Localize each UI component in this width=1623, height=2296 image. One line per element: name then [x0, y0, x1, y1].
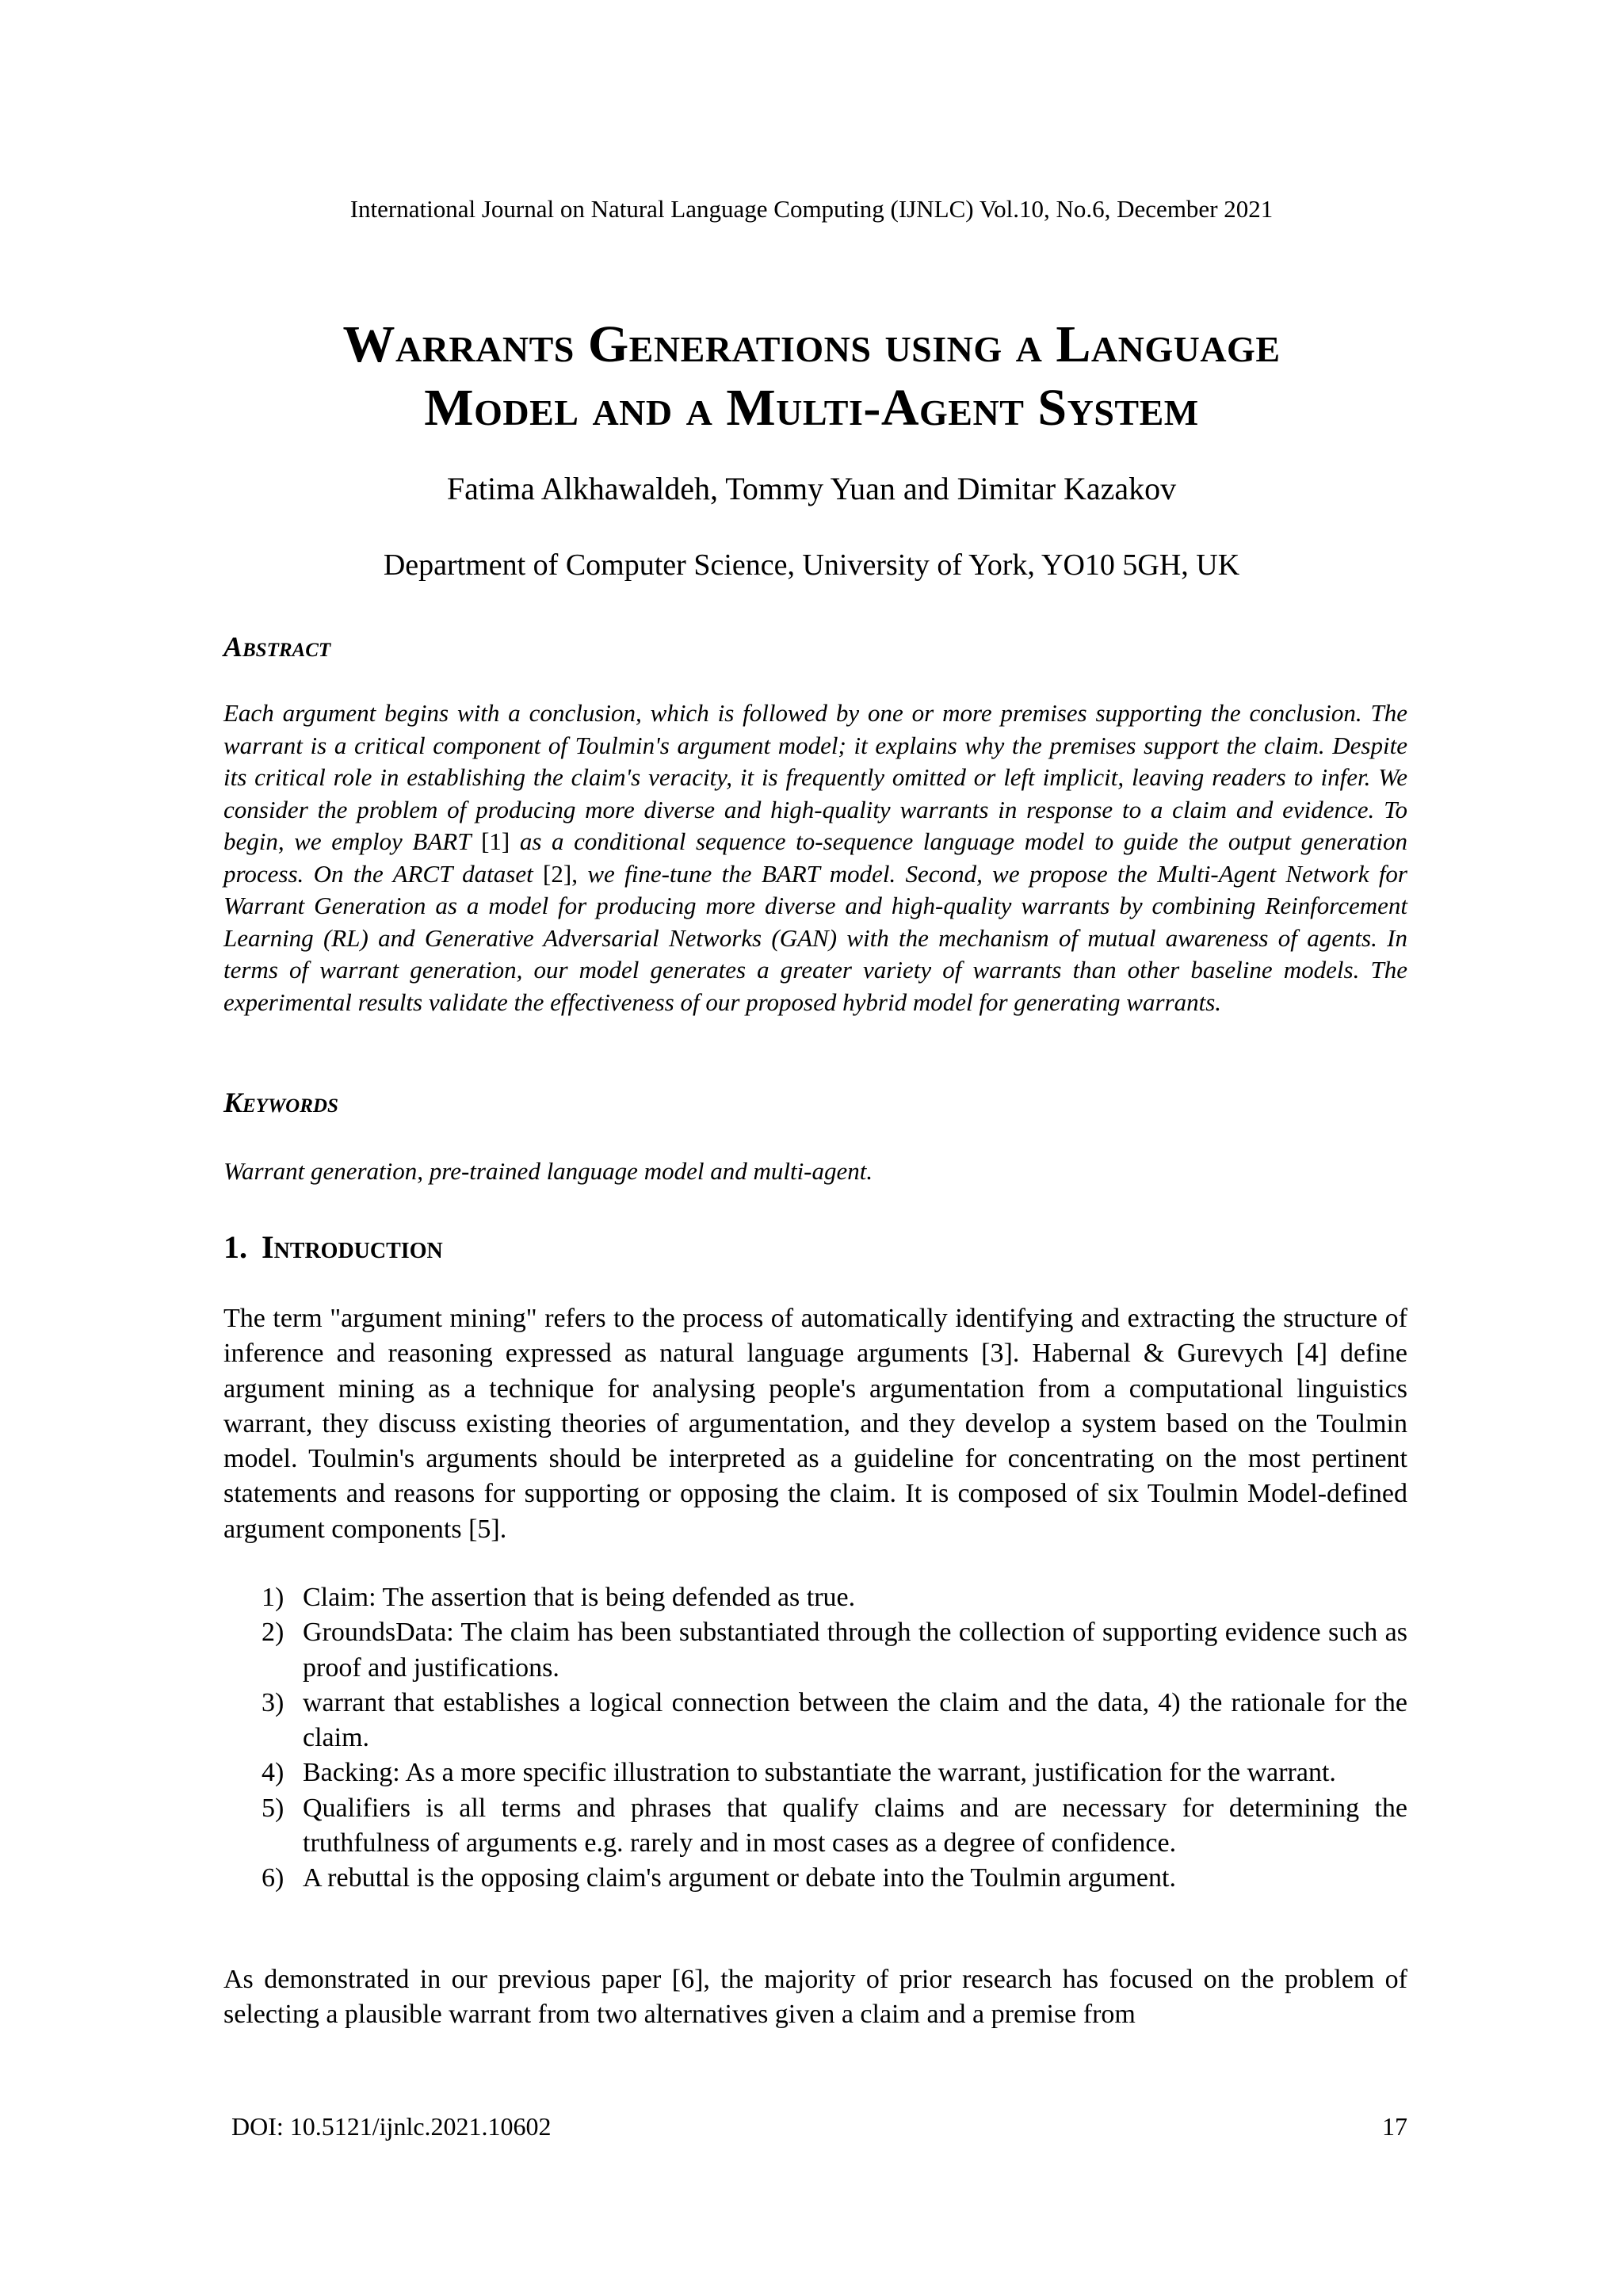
- footer-doi: DOI: 10.5121/ijnlc.2021.10602: [231, 2112, 552, 2141]
- affiliation: Department of Computer Science, University of York, YO10 5GH, UK: [383, 548, 1240, 582]
- list-item: [223, 1580, 1407, 1615]
- page-number: 17: [1382, 2112, 1407, 2141]
- introduction-paragraph-2: As demonstrated in our previous paper [6], the majority of prior research has focused on the problem of selecting a plausible warrant from two alternatives given a claim and a premise from: [223, 1965, 1407, 2030]
- list-marker: 3): [262, 1687, 285, 1717]
- list-item: [223, 1791, 1407, 1862]
- abstract-text-part-1: Each argument begins with a conclusion, which is followed by one or more premises supporting the conclusion. The warrant is a critical component of Toulmin's argument model; it explains why the premises support the claim. Despite its critical role in establishing the claim's veracity, it is frequently omitted or left implicit, leaving readers to infer. We consider the problem of producing more diverse and high-quality warrants in response to a claim and evidence. To begin, we employ BART: [223, 699, 1407, 855]
- abstract-text: [223, 697, 1407, 1018]
- title-line-2: Model and a Multi-Agent System: [424, 379, 1199, 437]
- introduction-heading: [223, 1228, 443, 1266]
- list-item-text: warrant that establishes a logical connection between the claim and the data, 4) the rationale for the claim.: [303, 1687, 1407, 1753]
- abstract-text-part-3: we fine-tune the BART model. Second, we propose the Multi-Agent Network for Warrant Generation as a model for producing more diverse and high-quality warrants by combining Reinforcement Learning (RL) and Generative Adversarial Networks (GAN) with the mechanism of mutual awareness of agents. In terms of warrant generation, our model generates a greater variety of warrants than other baseline models. The experimental results validate the effectiveness of our proposed hybrid model for generating warrants.: [223, 859, 1407, 1016]
- list-item-text: A rebuttal is the opposing claim's argument or debate into the Toulmin argument.: [303, 1863, 1176, 1893]
- abstract-heading: Abstract: [223, 631, 331, 663]
- running-header: International Journal on Natural Language Computing (IJNLC) Vol.10, No.6, December 2021: [349, 195, 1274, 223]
- list-item-text: Qualifiers is all terms and phrases that qualify claims and are necessary for determining the truthfulness of arguments e.g. rarely and in most cases as a degree of confidence.: [303, 1793, 1407, 1859]
- abstract-citation-2: [2],: [533, 859, 588, 888]
- list-item: [223, 1615, 1407, 1686]
- list-item-text: Backing: As a more specific illustration to substantiate the warrant, justification for the warrant.: [303, 1758, 1336, 1788]
- list-item: [223, 1861, 1407, 1896]
- introduction-paragraph-1: The term "argument mining" refers to the process of automatically identifying and extracting the structure of inference and reasoning expressed as natural language arguments [3]. Habernal & Gurevych [4] define argument mining as a technique for analysing people's argumentation from a computational linguistics warrant, they discuss existing theories of argumentation, and they develop a system based on the Toulmin model. Toulmin's arguments should be interpreted as a guideline for concentrating on the most pertinent statements and reasons for supporting or opposing the claim. It is composed of six Toulmin Model-defined argument components [5].: [223, 1304, 1407, 1544]
- abstract-citation-1: [1]: [471, 827, 520, 855]
- toulmin-components-list: [223, 1580, 1407, 1897]
- list-marker: 2): [262, 1618, 285, 1648]
- keywords-text: Warrant generation, pre-trained language model and multi-agent.: [223, 1157, 873, 1185]
- list-marker: 5): [262, 1793, 285, 1823]
- list-item-text: GroundsData: The claim has been substantiated through the collection of supporting evidence such as proof and justifications.: [303, 1618, 1407, 1683]
- section-number: 1.: [223, 1229, 247, 1265]
- list-item: [223, 1686, 1407, 1756]
- list-marker: 1): [262, 1583, 285, 1612]
- list-marker: 4): [262, 1758, 285, 1788]
- list-marker: 6): [262, 1863, 285, 1893]
- abstract-text-part-2: as a conditional sequence to-sequence language model to guide the output generation process. On the ARCT dataset: [223, 827, 1407, 888]
- list-item-text: Claim: The assertion that is being defended as true.: [303, 1583, 856, 1612]
- keywords-heading: Keywords: [223, 1087, 338, 1118]
- section-title: Introduction: [262, 1229, 443, 1265]
- paper-title: [158, 313, 1465, 440]
- title-line-1: Warrants Generations using a Language: [342, 315, 1281, 373]
- author-list: Fatima Alkhawaldeh, Tommy Yuan and Dimitar Kazakov: [446, 471, 1177, 506]
- list-item: [223, 1755, 1407, 1790]
